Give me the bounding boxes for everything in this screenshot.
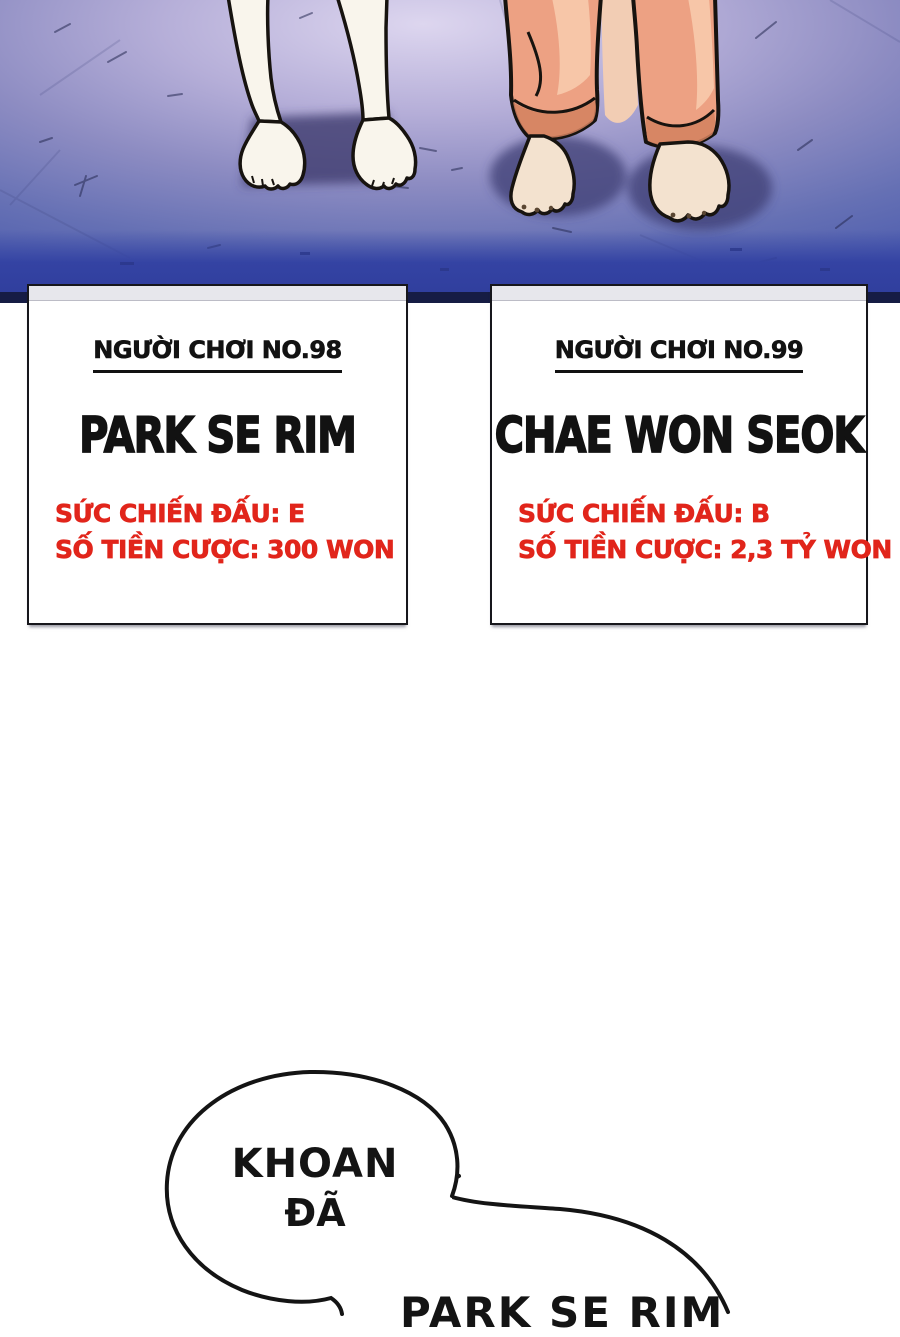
player-stats (518, 496, 892, 568)
card-top-bar (29, 286, 406, 301)
floor (0, 0, 900, 303)
stat-bet-amount: SỐ TIỀN CƯỢC: 300 WON (55, 535, 395, 564)
card-top-bar (492, 286, 866, 301)
floor-scene-illustration (0, 0, 900, 303)
stat-bet-amount: SỐ TIỀN CƯỢC: 2,3 TỶ WON (518, 535, 892, 564)
stat-combat-power: SỨC CHIẾN ĐẤU: B (518, 499, 770, 528)
speech-bubbles (0, 1060, 900, 1310)
speech-line-1: KHOAN (231, 1141, 399, 1187)
player-label: NGƯỜI CHƠI NO.99 (555, 336, 804, 373)
speech-bubble-1-text (215, 1140, 415, 1238)
speech-bubble-2-partial-text: PARK SE RIM (400, 1288, 725, 1337)
between-pants-skin (601, 0, 638, 123)
player-card-98 (27, 284, 408, 625)
player-stats (55, 496, 432, 568)
player-name: PARK SE RIM (79, 408, 356, 465)
speech-line-2: ĐÃ (284, 1191, 346, 1235)
player-card-99 (490, 284, 892, 625)
player-label: NGƯỜI CHƠI NO.98 (93, 336, 342, 373)
stat-combat-power: SỨC CHIẾN ĐẤU: E (55, 499, 305, 528)
player-name: CHAE WON SEOK (494, 408, 864, 465)
